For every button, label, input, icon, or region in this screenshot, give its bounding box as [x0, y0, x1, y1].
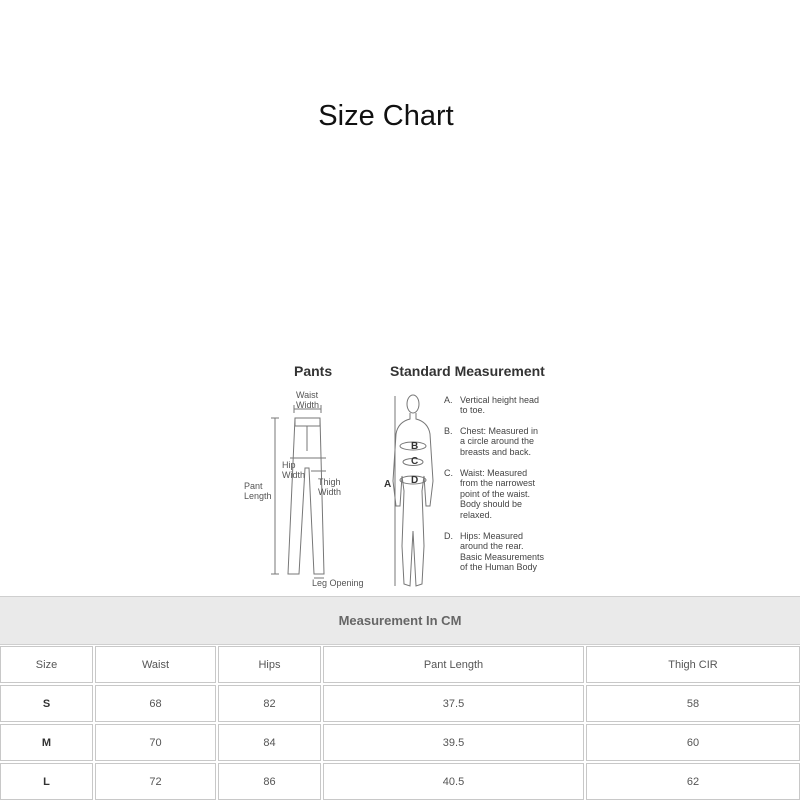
cell-pant-length: 37.5	[323, 685, 584, 722]
waist-width-label-line: Width	[296, 400, 320, 410]
annotation-line: Vertical height head	[460, 395, 540, 405]
table-header-row	[0, 646, 800, 683]
annotation-line: around the rear.	[460, 541, 524, 552]
annotation-line: Waist: Measured	[460, 468, 528, 478]
pant-length-label-line: Pant	[244, 481, 263, 491]
annotation-c	[444, 468, 560, 520]
thigh-width-label-line: Width	[318, 487, 342, 497]
annotation-line: Basic Measurements	[460, 551, 545, 562]
table-row	[0, 685, 800, 722]
standard-measurement-title: Standard Measurement	[390, 363, 545, 379]
table-caption: Measurement In CM	[0, 596, 800, 645]
annotation-b	[444, 426, 560, 457]
annotation-key: A.	[444, 395, 453, 405]
table-row	[0, 724, 800, 761]
pants-waistband	[295, 418, 320, 426]
table-row	[0, 763, 800, 800]
annotation-key: C.	[444, 468, 453, 478]
annotation-line: from the narrowest	[460, 478, 536, 489]
cell-size: S	[0, 685, 93, 722]
cell-waist: 68	[95, 685, 216, 722]
cell-pant-length: 39.5	[323, 724, 584, 761]
size-table	[0, 596, 800, 800]
body-letter-c: C	[411, 456, 419, 467]
size-diagram	[238, 356, 558, 594]
body-letter-a: A	[384, 479, 392, 490]
annotation-key: D.	[444, 531, 453, 541]
annotation-line: breasts and back.	[460, 446, 532, 457]
page-title: Size Chart	[318, 100, 454, 132]
hip-width-label-line: Hip	[282, 460, 296, 470]
body-head	[407, 395, 419, 413]
header-size: Size	[0, 646, 93, 683]
cell-waist: 72	[95, 763, 216, 800]
annotation-line: of the Human Body	[460, 562, 538, 573]
waist-width-label-line: Waist	[296, 390, 319, 400]
annotation-line: a circle around the	[460, 436, 535, 447]
thigh-width-label	[318, 477, 341, 497]
header-pant-length: Pant Length	[323, 646, 584, 683]
hip-width-label	[282, 460, 305, 480]
cell-hips: 84	[218, 724, 321, 761]
pant-length-label-line: Length	[244, 491, 272, 501]
annotation-line: Hips: Measured	[460, 531, 524, 541]
annotation-line: Body should be	[460, 499, 523, 510]
cell-hips: 82	[218, 685, 321, 722]
annotation-key: B.	[444, 426, 453, 436]
annotation-line: Chest: Measured in	[460, 426, 539, 436]
waist-width-label	[296, 390, 319, 410]
body-letter-d: D	[411, 475, 419, 486]
pant-length-label	[244, 481, 272, 501]
cell-thigh-cir: 60	[586, 724, 800, 761]
annotation-a	[444, 395, 560, 416]
cell-pant-length: 40.5	[323, 763, 584, 800]
cell-hips: 86	[218, 763, 321, 800]
pants-title: Pants	[294, 363, 333, 379]
annotation-line: to toe.	[460, 405, 486, 416]
hip-width-label-line: Width	[282, 470, 306, 480]
cell-size: M	[0, 724, 93, 761]
cell-waist: 70	[95, 724, 216, 761]
body-letter-b: B	[411, 441, 419, 452]
annotation-d	[444, 531, 560, 573]
cell-thigh-cir: 58	[586, 685, 800, 722]
header-waist: Waist	[95, 646, 216, 683]
header-hips: Hips	[218, 646, 321, 683]
annotation-line: relaxed.	[460, 509, 493, 520]
thigh-width-label-line: Thigh	[318, 477, 341, 487]
annotation-line: point of the waist.	[460, 488, 531, 499]
body-outline	[393, 413, 433, 586]
cell-thigh-cir: 62	[586, 763, 800, 800]
leg-opening-label: Leg Opening	[312, 578, 364, 588]
header-thigh-cir: Thigh CIR	[586, 646, 800, 683]
cell-size: L	[0, 763, 93, 800]
